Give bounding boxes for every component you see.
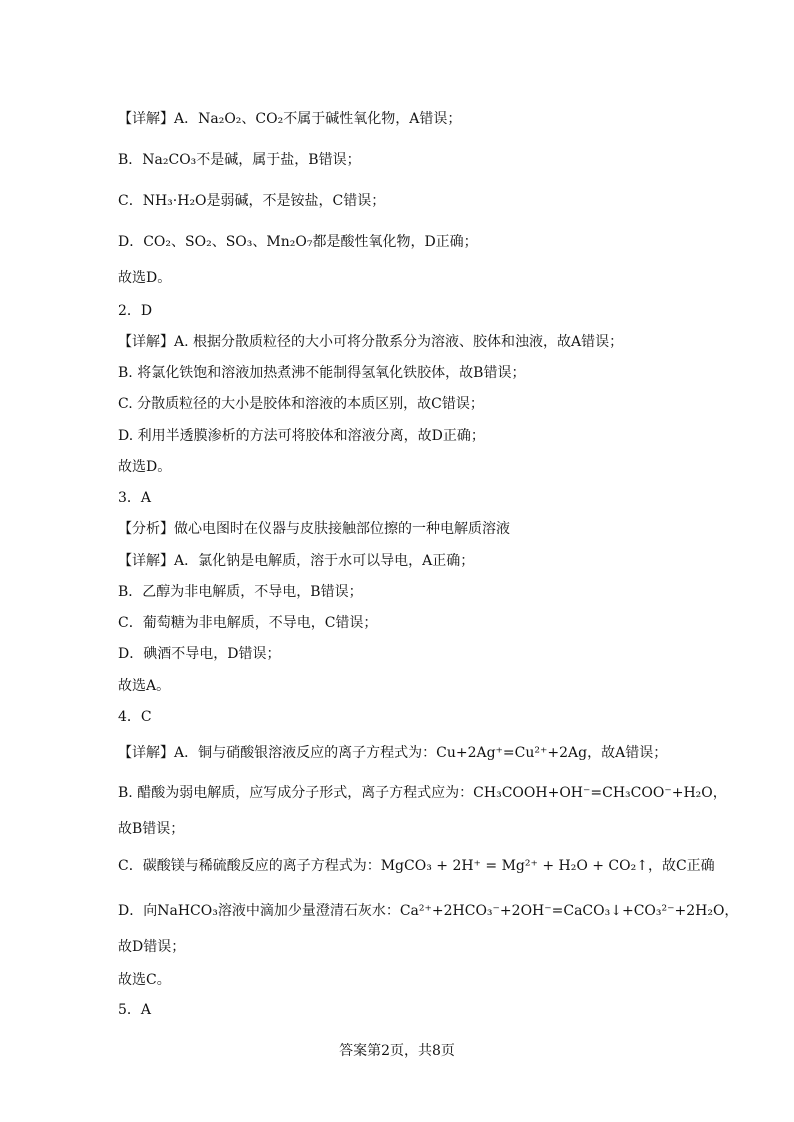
text-line: 【详解】A. 根据分散质粒径的大小可将分散系分为溶液、胶体和浊液，故A错误； xyxy=(118,334,624,350)
text-line: D．向NaHCO₃溶液中滴加少量澄清石灰水：Ca²⁺+2HCO₃⁻+2OH⁻=CaCO₃↓+CO₃²⁻+2H₂O， xyxy=(118,903,739,919)
text-line: 故D错误； xyxy=(118,939,186,955)
text-line: 故选C。 xyxy=(118,972,171,988)
text-line: 【详解】A．铜与硝酸银溶液反应的离子方程式为：Cu+2Ag⁺=Cu²⁺+2Ag，故A错误； xyxy=(118,745,668,761)
text-line: 故选D。 xyxy=(118,459,172,475)
question-number: 4．C xyxy=(118,709,152,725)
text-line: D. 利用半透膜渗析的方法可将胶体和溶液分离，故D正确； xyxy=(118,428,485,444)
text-line: C．碳酸镁与稀硫酸反应的离子方程式为：MgCO₃ + 2H⁺ = Mg²⁺ + H₂O + CO₂↑，故C正确 xyxy=(118,858,715,874)
text-line: C．葡萄糖为非电解质，不导电，C错误； xyxy=(118,615,378,631)
question-number: 3．A xyxy=(118,490,152,506)
text-line: B．Na₂CO₃不是碱，属于盐，B错误； xyxy=(118,152,361,168)
text-line: D．碘酒不导电，D错误； xyxy=(118,646,281,662)
page-footer: 答案第2页，共8页 xyxy=(339,1043,455,1059)
text-line: 【分析】做心电图时在仪器与皮肤接触部位擦的一种电解质溶液 xyxy=(118,521,510,537)
question-number: 5．A xyxy=(118,1002,152,1018)
text-line: 【详解】A．Na₂O₂、CO₂不属于碱性氧化物，A错误； xyxy=(118,111,462,127)
text-line: 故B错误； xyxy=(118,821,185,837)
text-line: B. 将氯化铁饱和溶液加热煮沸不能制得氢氧化铁胶体，故B错误； xyxy=(118,365,526,381)
text-line: 【详解】A．氯化钠是电解质，溶于水可以导电，A正确； xyxy=(118,553,475,569)
text-line: B．乙醇为非电解质，不导电，B错误； xyxy=(118,584,363,600)
question-number: 2．D xyxy=(118,303,153,319)
text-line: 故选D。 xyxy=(118,270,172,286)
text-line: C．NH₃·H₂O是弱碱，不是铵盐，C错误； xyxy=(118,193,386,209)
text-line: D．CO₂、SO₂、SO₃、Mn₂O₇都是酸性氧化物，D正确； xyxy=(118,234,478,250)
text-line: 故选A。 xyxy=(118,678,171,694)
text-line: B. 醋酸为弱电解质，应写成分子形式，离子方程式应为：CH₃COOH+OH⁻=CH₃COO⁻+H₂O， xyxy=(118,785,727,801)
text-line: C. 分散质粒径的大小是胶体和溶液的本质区别，故C错误； xyxy=(118,396,484,412)
